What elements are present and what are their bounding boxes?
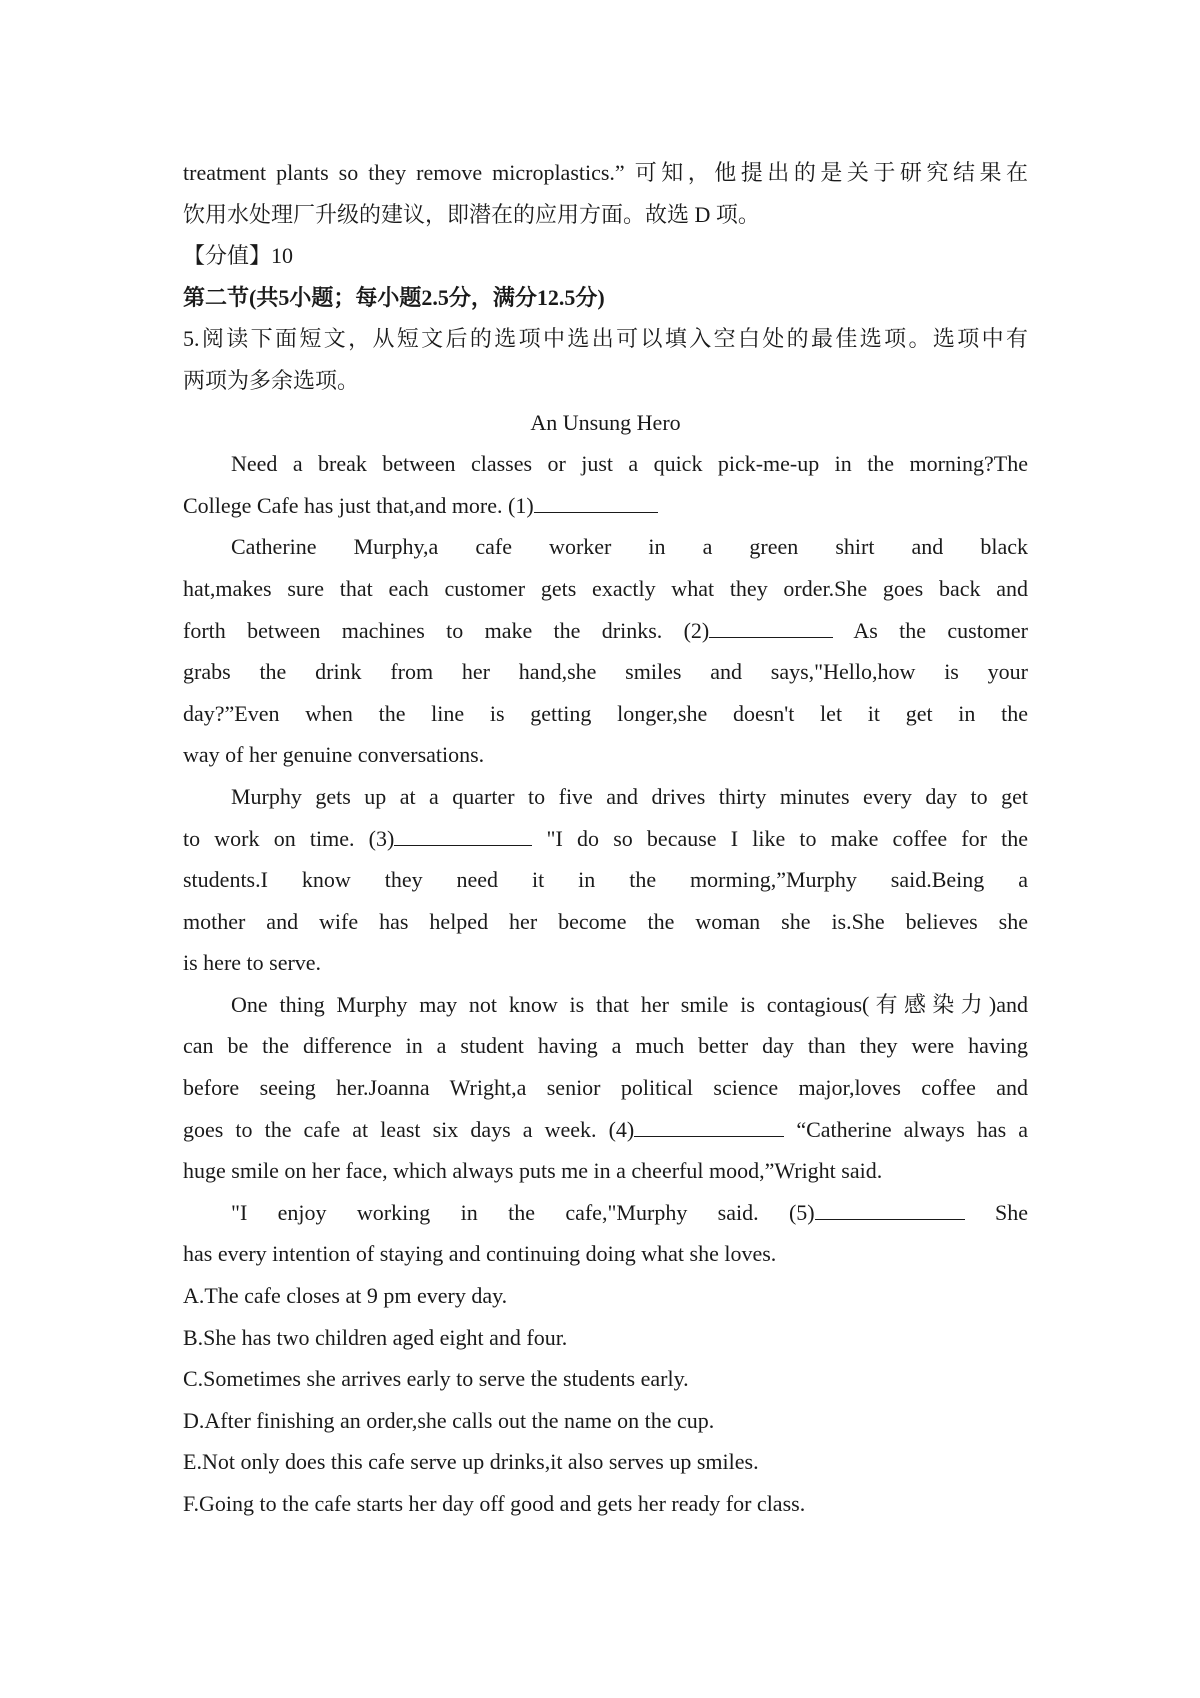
answer-blank-4[interactable] xyxy=(634,1114,784,1137)
passage-line-with-blank xyxy=(183,485,1028,527)
passage-line-with-blank xyxy=(183,1109,1028,1151)
passage-text: She xyxy=(995,1199,1029,1225)
passage-text: to work on time. (3) xyxy=(183,825,395,851)
explanation-line-1: treatment plants so they remove microplastics.” 可知，他提出的是关于研究结果在 xyxy=(183,160,1028,185)
answer-blank-3[interactable] xyxy=(394,823,532,846)
passage-line: One thing Murphy may not know is that her smile is contagious(有感染力)and xyxy=(231,991,1028,1017)
passage-line-with-blank xyxy=(183,610,1028,652)
explanation-line-2: 饮用水处理厂升级的建议，即潜在的应用方面。故选 D 项。 xyxy=(183,201,760,227)
passage-line: students.I know they need it in the morming,”Murphy said.Being a xyxy=(183,867,1028,893)
passage-line: can be the difference in a student having a much better day than they were having xyxy=(183,1033,1028,1059)
passage-text: "I do so because I like to make coffee for the xyxy=(546,825,1028,851)
passage-title: An Unsung Hero xyxy=(530,409,681,435)
passage-line-with-blank xyxy=(183,1192,1028,1234)
passage-line: Need a break between classes or just a quick pick-me-up in the morning?The xyxy=(231,451,1028,477)
passage-line: day?”Even when the line is getting longer,she doesn't let it get in the xyxy=(183,700,1028,726)
passage-line: huge smile on her face, which always puts me in a cheerful mood,”Wright said. xyxy=(183,1158,883,1184)
passage-line: grabs the drink from her hand,she smiles and says,"Hello,how is your xyxy=(183,659,1028,685)
score-label: 【分值】10 xyxy=(183,243,294,269)
passage-line: way of her genuine conversations. xyxy=(183,742,485,768)
passage-line: Murphy gets up at a quarter to five and drives thirty minutes every day to get xyxy=(231,783,1028,809)
passage-line: hat,makes sure that each customer gets exactly what they order.She goes back and xyxy=(183,575,1028,601)
option-a[interactable]: A.The cafe closes at 9 pm every day. xyxy=(183,1283,508,1309)
passage-text: As the customer xyxy=(853,617,1029,643)
option-f[interactable]: F.Going to the cafe starts her day off good and gets her ready for class. xyxy=(183,1491,806,1516)
passage-line: has every intention of staying and continuing doing what she loves. xyxy=(183,1241,777,1267)
option-c[interactable]: C.Sometimes she arrives early to serve the students early. xyxy=(183,1366,689,1392)
page-content xyxy=(183,152,1028,1525)
option-b[interactable]: B.She has two children aged eight and four. xyxy=(183,1324,568,1350)
passage-line-with-blank xyxy=(183,818,1028,860)
passage-text: "I enjoy working in the cafe,"Murphy said. (5) xyxy=(231,1199,815,1225)
option-d[interactable]: D.After finishing an order,she calls out the name on the cup. xyxy=(183,1407,715,1433)
passage-line: mother and wife has helped her become the woman she is.She believes she xyxy=(183,908,1028,934)
answer-blank-1[interactable] xyxy=(534,490,658,513)
instruction-line-2: 两项为多余选项。 xyxy=(183,367,360,393)
passage-line: is here to serve. xyxy=(183,950,322,976)
option-e[interactable]: E.Not only does this cafe serve up drinks,it also serves up smiles. xyxy=(183,1449,759,1475)
section-heading: 第二节(共5小题；每小题2.5分，满分12.5分) xyxy=(183,284,605,310)
instruction-line-1: 5.阅读下面短文，从短文后的选项中选出可以填入空白处的最佳选项。选项中有 xyxy=(183,326,1028,352)
passage-text: College Cafe has just that,and more. (1) xyxy=(183,492,534,518)
passage-text: forth between machines to make the drinks. (2) xyxy=(183,617,710,643)
passage-line: Catherine Murphy,a cafe worker in a green shirt and black xyxy=(231,534,1028,560)
answer-blank-2[interactable] xyxy=(709,615,833,638)
passage-text: “Catherine always has a xyxy=(796,1116,1029,1142)
answer-blank-5[interactable] xyxy=(815,1197,965,1220)
passage-line: before seeing her.Joanna Wright,a senior political science major,loves coffee and xyxy=(183,1075,1028,1101)
passage-text: goes to the cafe at least six days a week. (4) xyxy=(183,1116,635,1142)
